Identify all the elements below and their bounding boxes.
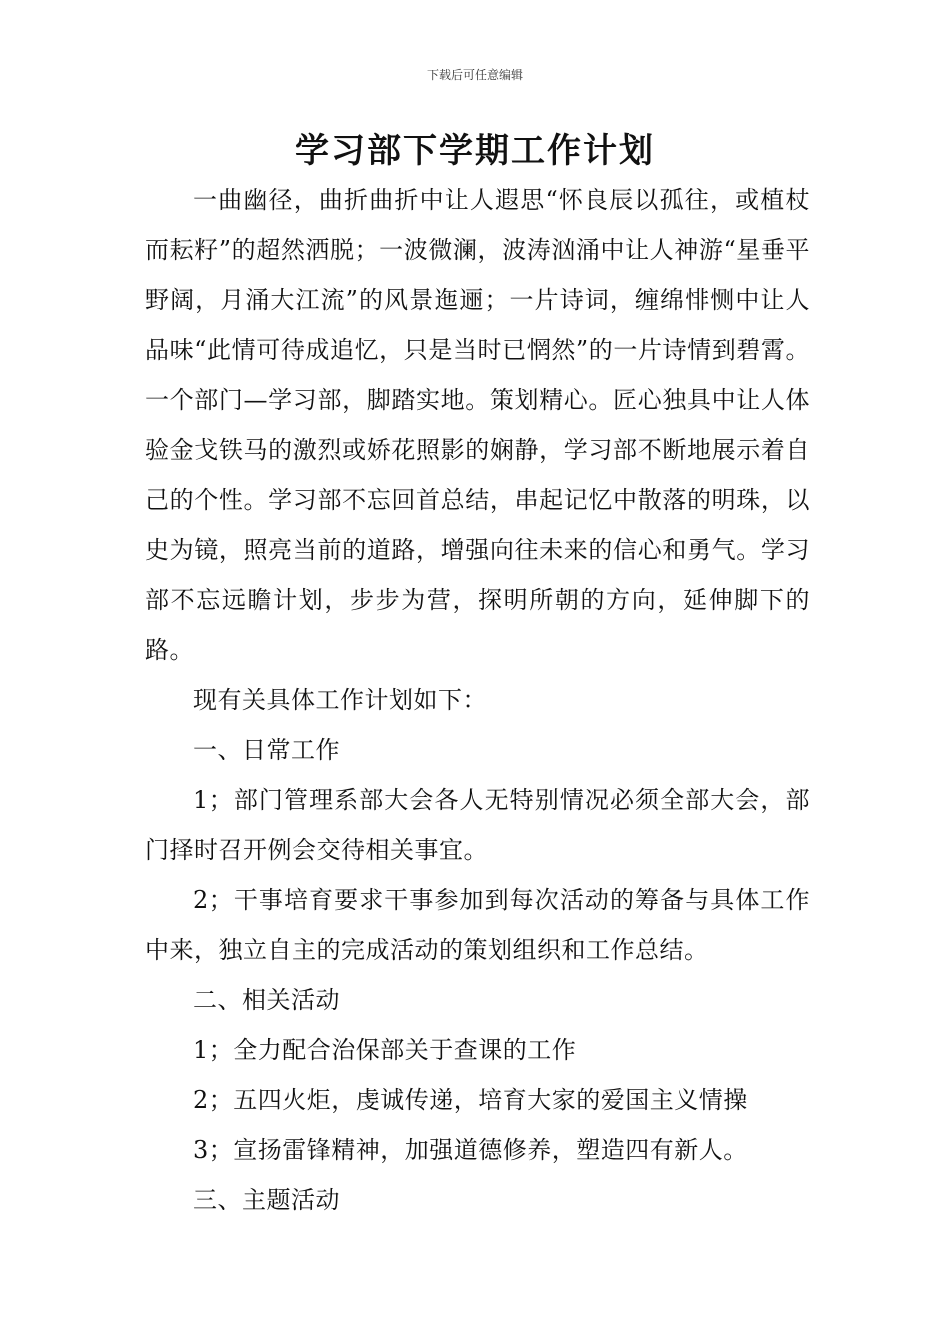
daily-work-item-2: 2；干事培育要求干事参加到每次活动的筹备与具体工作中来，独立自主的完成活动的策划组织和工作总结。	[145, 886, 810, 964]
document-title: 学习部下学期工作计划	[295, 131, 655, 171]
section-heading-theme-activities: 三、主题活动	[193, 1186, 340, 1214]
plan-intro-paragraph: 现有关具体工作计划如下：	[193, 686, 487, 714]
document-body	[145, 175, 810, 1225]
section-heading-daily-work: 一、日常工作	[193, 736, 340, 764]
page-header-note: 下载后可任意编辑	[426, 68, 523, 82]
related-activity-item-3: 3；宣扬雷锋精神，加强道德修养，塑造四有新人。	[193, 1136, 748, 1164]
daily-work-item-1: 1；部门管理系部大会各人无特别情况必须全部大会，部门择时召开例会交待相关事宜。	[145, 786, 810, 864]
section-heading-related-activities: 二、相关活动	[193, 986, 340, 1014]
related-activity-item-2: 2；五四火炬，虔诚传递，培育大家的爱国主义情操	[193, 1086, 748, 1114]
related-activity-item-1: 1；全力配合治保部关于查课的工作	[193, 1036, 577, 1064]
intro-paragraph: 一曲幽径，曲折曲折中让人遐思“怀良辰以孤往，或植杖而耘籽”的超然洒脱；一波微澜，波涛汹涌中让人神游“星垂平野阔，月涌大江流”的风景迤逦；一片诗词，缠绵悱恻中让人品味“此情可待成追忆，只是当时已惘然”的一片诗情到碧霄。一个部门—学习部，脚踏实地。策划精心。匠心独具中让人体验金戈铁马的激烈或娇花照影的娴静，学习部不断地展示着自己的个性。学习部不忘回首总结，串起记忆中散落的明珠，以史为镜，照亮当前的道路，增强向往未来的信心和勇气。学习部不忘远瞻计划，步步为营，探明所朝的方向，延伸脚下的路。	[145, 186, 810, 664]
